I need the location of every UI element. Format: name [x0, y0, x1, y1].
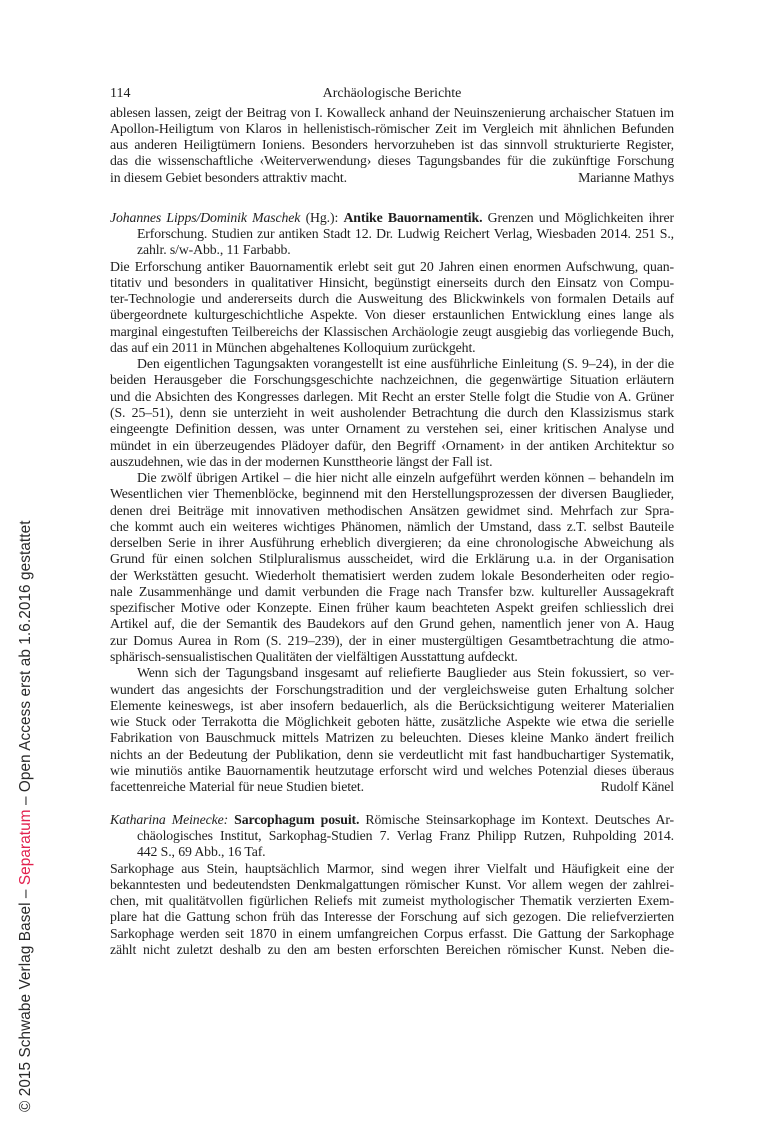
paragraph — [110, 259, 674, 357]
paragraph-line: Grund für einen solchen Stilpluralismus ausscheidet, wird die Erklärung u.a. in der Organisation — [110, 551, 674, 567]
review-bibliography-line: 442 S., 69 Abb., 16 Taf. — [137, 844, 266, 860]
paragraph-line: der Werkstätten gesucht. Wiederholt thematisiert werden zudem lokale Besonderheiten oder regio- — [110, 567, 674, 583]
copyright-watermark — [17, 520, 35, 1112]
running-title: Archäologische Berichte — [322, 86, 462, 101]
paragraph-line: das auf ein 2011 in München abgehaltenes Kolloquium zurückgeht. — [110, 339, 476, 355]
paragraph-line: Den eigentlichen Tagungsakten vorangestellt ist eine ausführliche Einleitung (S. 9–24), in der die — [137, 356, 674, 372]
review-book-title: Sarcophagum posuit. — [234, 811, 360, 827]
paragraph-line — [110, 170, 674, 186]
paragraph-line: zur Domus Aurea in Rom (S. 219–239), der in einer mustergültigen Gesamtbetrachtung die atmo- — [110, 632, 674, 648]
watermark-suffix: – Open Access erst ab 1.6.2016 gestattet — [17, 520, 34, 810]
paragraph-line: nale Zusammenhänge und damit verbunden die Frage nach Transfer bzw. kultureller Aussagekraft — [110, 583, 674, 599]
watermark-separatum: Separatum — [17, 809, 34, 886]
review-separator — [110, 795, 674, 812]
paragraph-line: marginal eingestuften Teilbereichs der Klassischen Archäologie zeugt ausgiebig das vorliegende Buch, — [110, 323, 674, 339]
paragraph-line: Die Erforschung antiker Bauornamentik erlebt seit gut 20 Jahren einen enormen Aufschwung, quan- — [110, 258, 674, 274]
paragraph-line: wie minutiös antike Bauornamentik heutzutage erforscht wird und welches Potenzial dieses überaus — [110, 762, 674, 778]
review-entry — [110, 105, 674, 186]
review-entry — [110, 210, 674, 796]
review-bibliography: Römische Steinsarkophage im Kontext. Deutsches Ar- — [359, 811, 674, 827]
paragraph-line: wie Stuck oder Terrakotta die Möglichkeit geboten hätte, zusätzliche Aspekte wie etwa die serielle — [110, 714, 674, 730]
paragraph — [110, 105, 674, 186]
paragraph-line: nichts an der Bedeutung der Publikation, denn sie verdeutlicht mit fast handbuchartiger Systematik, — [110, 746, 674, 762]
paragraph-line — [110, 779, 674, 795]
review-heading-line — [110, 210, 674, 226]
review-heading-line — [110, 812, 674, 828]
review-bibliography: Grenzen und Möglichkeiten ihrer — [482, 209, 675, 225]
paragraph-line: denen drei Beiträge mit innovativen methodischen Ansätzen gewidmet sind. Mehrfach zur Spra- — [110, 502, 674, 518]
paragraph-line: beiden Herausgeber die Forschungsgeschichte nachzeichnen, die gegenwärtige Situation erläutern — [110, 372, 674, 388]
paragraph — [110, 470, 674, 665]
paragraph-line: bekanntesten und bedeutendsten Denkmalgattungen römischer Kunst. Vor allem wegen der zahlrei- — [110, 876, 674, 892]
paragraph-line: das die wissenschaftliche ‹Weiterverwendung› dieses Tagungsbandes für die zukünftige Forschung — [110, 153, 674, 169]
paragraph-line: sphärisch-sensualistischen Qualitäten der vielfältigen Ausstattung aufdeckt. — [110, 649, 518, 664]
paragraph-line: aus anderen Heiligtümern Ioniens. Besonders hervorzuheben ist das sinnvoll strukturierte Register, — [110, 137, 674, 153]
paragraph-line: spezifischer Motive oder Konzepte. Einen früher kaum beachteten Aspekt greifen schliesslich drei — [110, 600, 674, 616]
review-author: Katharina Meinecke: — [110, 811, 229, 827]
page-header — [110, 86, 674, 104]
paragraph-line: plare hat die Gattung schon früh das Interesse der Forschung auf sich gezogen. Die reliefverzierten — [110, 909, 674, 925]
paragraph-line: Apollon-Heiligtum von Klaros in hellenistisch-römischer Zeit im Vergleich mit ähnlichen Befunden — [110, 120, 674, 136]
reviewer-signature: Rudolf Känel — [600, 779, 674, 795]
watermark-prefix: © 2015 Schwabe Verlag Basel – — [17, 885, 34, 1112]
paragraph-line: eingeengte Definition dessen, was unter Ornament zu verstehen sei, einer kritischen Analyse und — [110, 421, 674, 437]
review-bibliography-line: chäologisches Institut, Sarkophag-Studien 7. Verlag Franz Philipp Rutzen, Ruhpolding 2014. — [137, 828, 674, 844]
paragraph-line: und die Absichten des Kongresses darlegen. Mit Recht an erster Stelle folgt die Studie von A. Grüner — [110, 388, 674, 404]
review-entry — [110, 812, 674, 958]
paragraph — [110, 861, 674, 959]
paragraph — [110, 665, 674, 795]
paragraph-line: übergeordnete kulturgeschichtliche Aspekte. Von dieser erstaunlichen Entwicklung eines lange als — [110, 307, 674, 323]
review-bibliography-line: Erforschung. Studien zur antiken Stadt 12. Dr. Ludwig Reichert Verlag, Wiesbaden 2014. 251 S., — [137, 226, 674, 242]
paragraph-line: auszudehnen, wie das in der modernen Kunsttheorie längst der Fall ist. — [110, 453, 493, 469]
review-separator — [110, 186, 674, 210]
paragraph-line: wundert das angesichts der Forschungstradition und der vergleichsweise guten Erhaltung solcher — [110, 681, 674, 697]
paragraph-line: derselben Serie in ihrer Ausführung erheblich divergieren; da eine chronologische Abweichung als — [110, 535, 674, 551]
paragraph-line: Fabrikation von Bauschmuck mittels Matrizen zu beleuchten. Dieses kleine Manko ändert freilich — [110, 730, 674, 746]
paragraph-line: Die zwölf übrigen Artikel – die hier nicht alle einzeln aufgeführt werden können – behandeln im — [137, 470, 674, 486]
paragraph-line: Sarkophage werden seit 1870 in einem umfangreichen Corpus erfasst. Die Gattung der Sarkophage — [110, 925, 674, 941]
paragraph-line: che kommt auch ein weiteres wichtiges Phänomen, nämlich der Umstand, dass z.T. selbst Bauteile — [110, 518, 674, 534]
paragraph-line: titativ und besonders in qualitativer Hinsicht, begünstigt einerseits durch den Einsatz von Compu- — [110, 274, 674, 290]
text-column — [110, 105, 674, 959]
paragraph-line: zählt nicht zuletzt deshalb zu den am besten erforschten Bereichen römischer Kunst. Neben die- — [110, 942, 674, 958]
paragraph-line: chen, mit qualitätvollen figürlichen Reliefs mit zumeist mythologischer Thematik verzierten Exem- — [110, 893, 674, 909]
paragraph-line: Elemente keineswegs, ist aber insofern bedauerlich, als die Berücksichtigung weiterer Materialien — [110, 697, 674, 713]
reviewer-signature: Marianne Mathys — [578, 169, 674, 185]
paragraph-line: ter-Technologie und andererseits durch die Ausweitung des Blickwinkels von formalen Details auf — [110, 291, 674, 307]
paragraph-line: mündet in ein überzeugendes Plädoyer dafür, den Begriff ‹Ornament› in der antiken Architektur so — [110, 437, 674, 453]
paragraph-line: (S. 25–51), denn sie unterzieht in weit ausholender Betrachtung die durch den Klassizismus stark — [110, 405, 674, 421]
paragraph-line: ablesen lassen, zeigt der Beitrag von I. Kowalleck anhand der Neuinszenierung archaischer Statuen im — [110, 104, 674, 120]
paragraph-line: Wenn sich der Tagungsband insgesamt auf reliefierte Bauglieder aus Stein fokussiert, so ver- — [137, 665, 674, 681]
paragraph — [110, 356, 674, 470]
review-bibliography-line: zahlr. s/w-Abb., 11 Farbabb. — [137, 242, 291, 258]
review-book-title: Antike Bauornamentik. — [343, 209, 483, 225]
paragraph-line-text: facettenreiche Material für neue Studien bietet. — [110, 779, 364, 795]
paragraph-line: Artikel auf, die der Semantik des Baudekors auf den Grund gehen, namentlich jener von A. Haug — [110, 616, 674, 632]
page-number: 114 — [110, 86, 131, 101]
paragraph-line-text: in diesem Gebiet besonders attraktiv macht. — [110, 169, 347, 185]
paragraph-line: Sarkophage aus Stein, hauptsächlich Marmor, sind wegen ihrer Vielfalt und Häufigkeit eine der — [110, 860, 674, 876]
paragraph-line: Wesentlichen vier Themenblöcke, beginnend mit den Herstellungsprozessen der diversen Bauglieder, — [110, 486, 674, 502]
review-author: Johannes Lipps/Dominik Maschek — [110, 209, 301, 225]
review-author-suffix: (Hg.): — [300, 209, 344, 225]
